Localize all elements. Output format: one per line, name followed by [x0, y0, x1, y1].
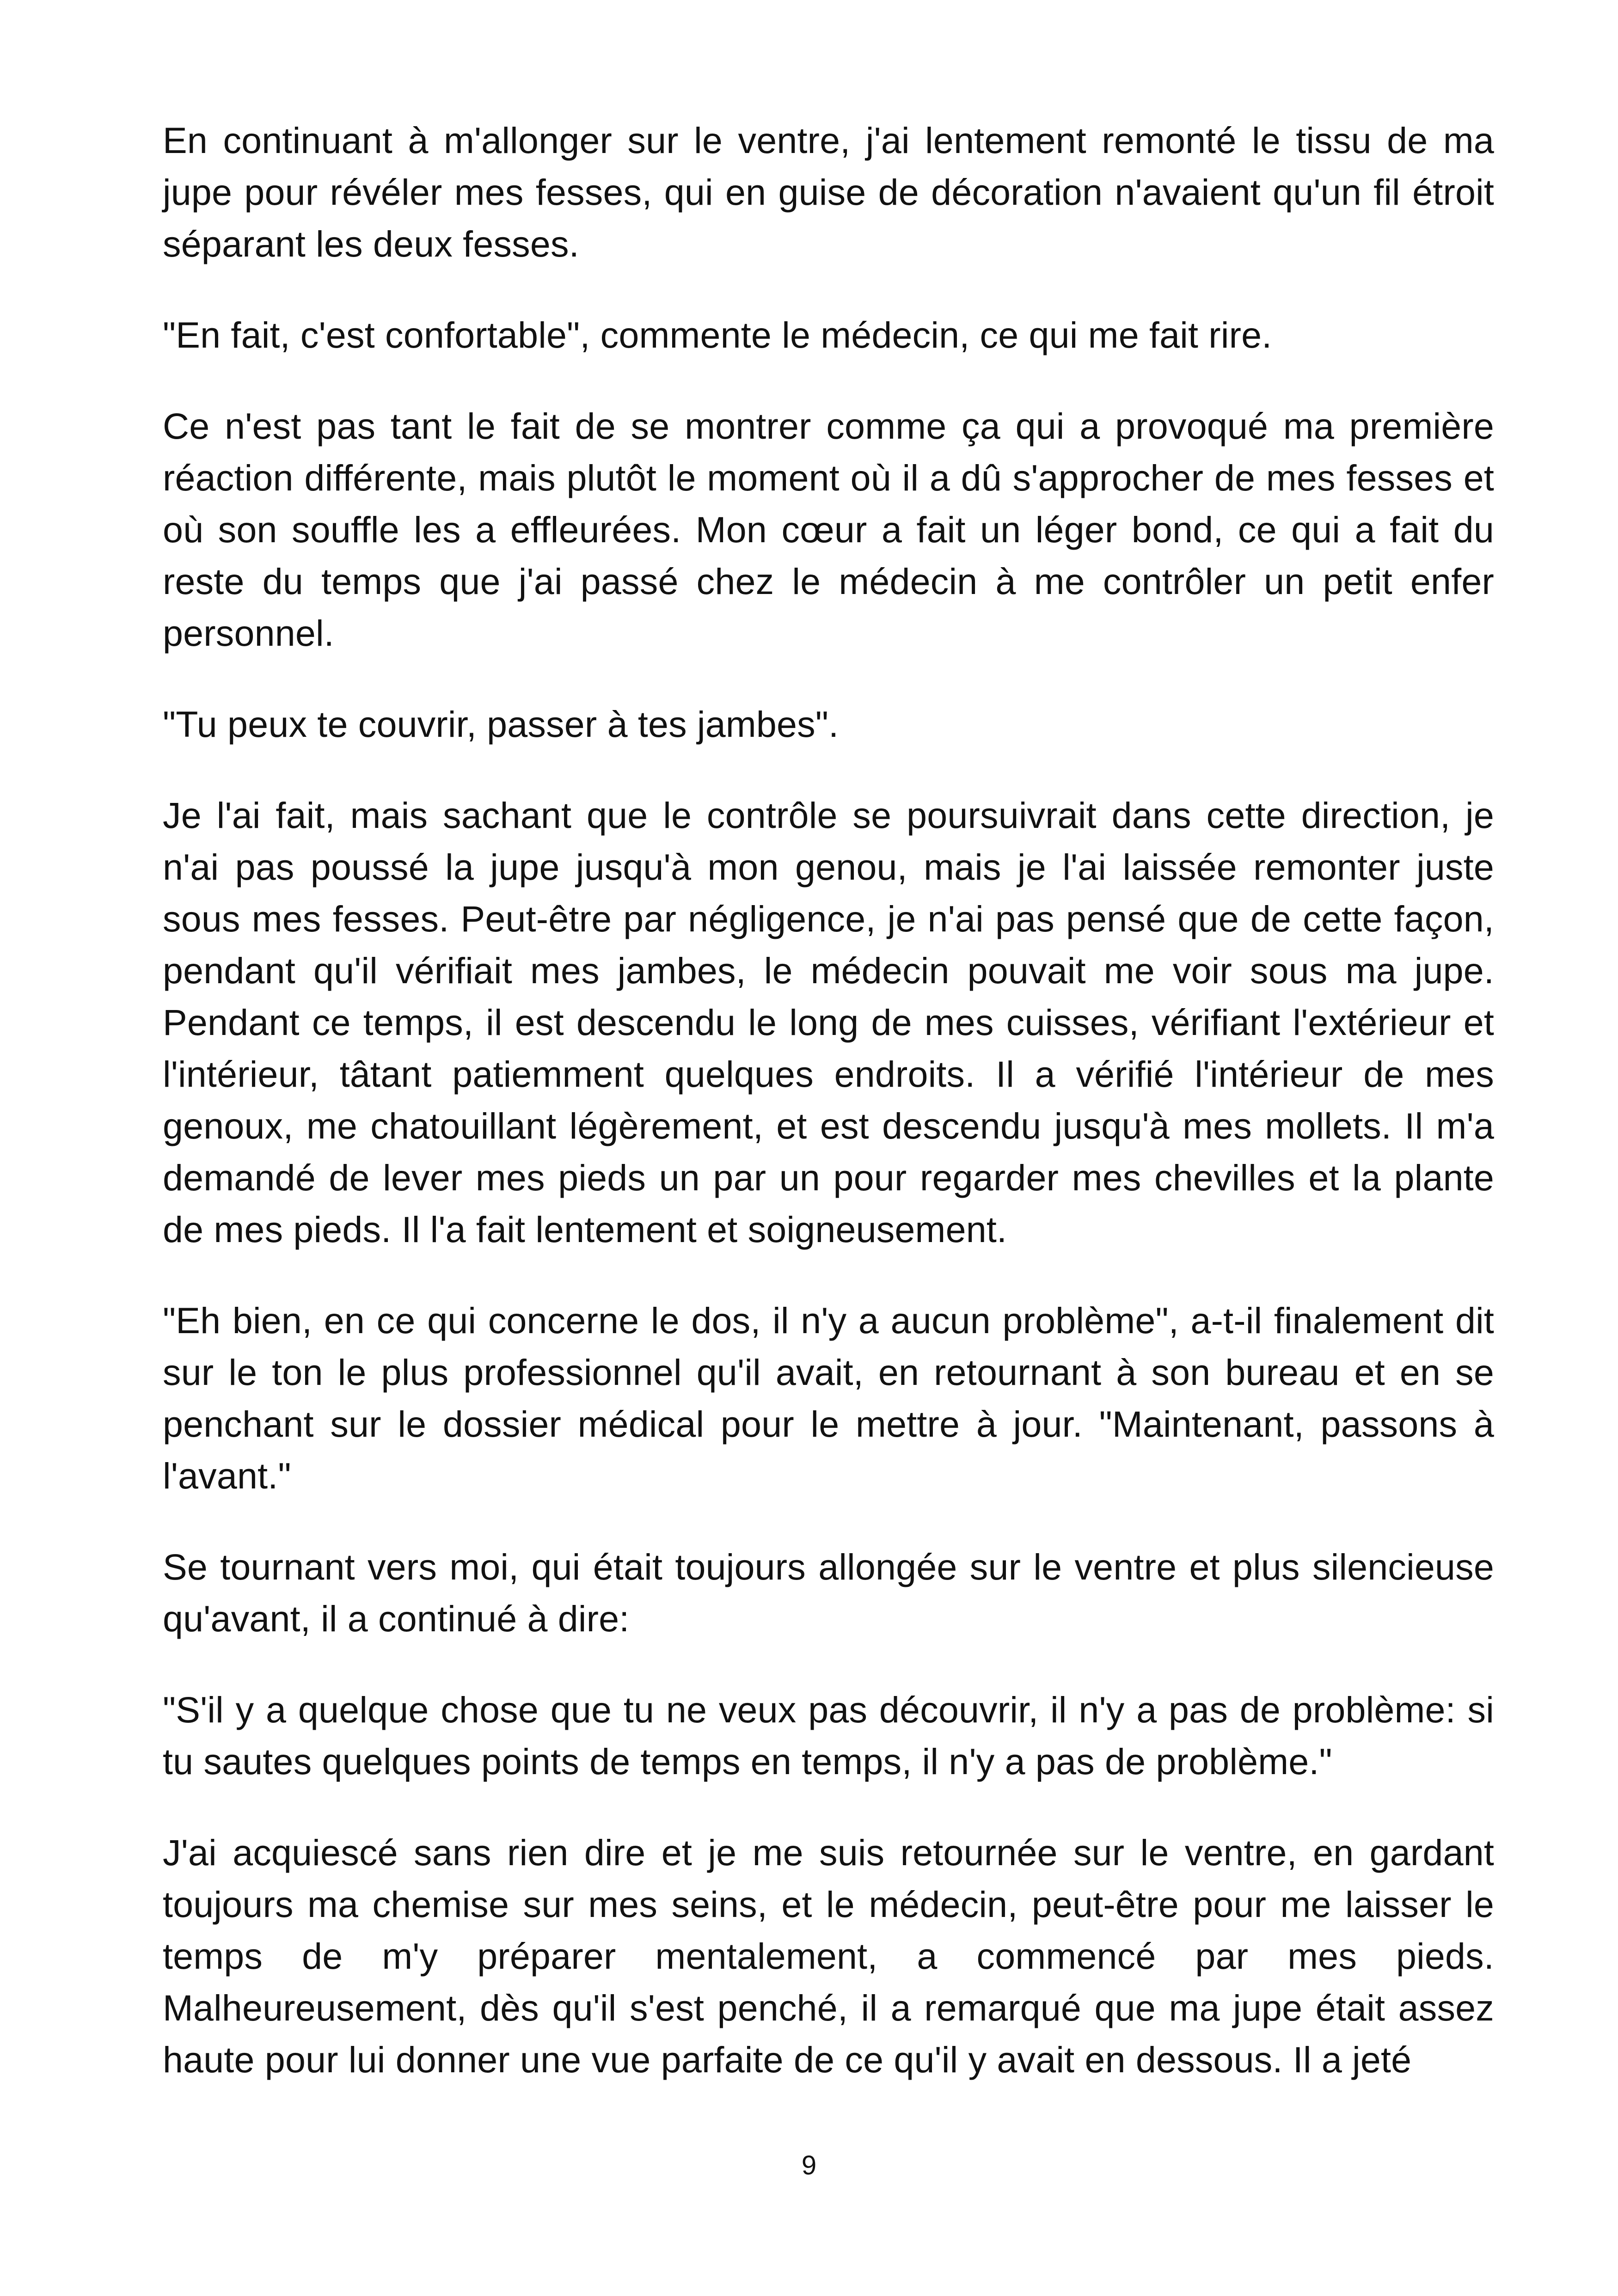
paragraph-5: Je l'ai fait, mais sachant que le contrôle se poursuivrait dans cette direction, je n'ai pas poussé la jupe jusqu'à mon genou, mais je l'ai laissée remonter juste sous mes fesses. Peut-être par négligence, je n'ai pas pensé que de cette façon, pendant qu'il vérifiait mes jambes, le médecin pouvait me voir sous ma jupe. Pendant ce temps, il est descendu le long de mes cuisses, vérifiant l'extérieur et l'intérieur, tâtant patiemment quelques endroits. Il a vérifié l'intérieur de mes genoux, me chatouillant légèrement, et est descendu jusqu'à mes mollets. Il m'a demandé de lever mes pieds un par un pour regarder mes chevilles et la plante de mes pieds. Il l'a fait lentement et soigneusement. [163, 795, 1494, 1250]
paragraph-3: Ce n'est pas tant le fait de se montrer comme ça qui a provoqué ma première réaction différente, mais plutôt le moment où il a dû s'approcher de mes fesses et où son souffle les a effleurées. Mon cœur a fait un léger bond, ce qui a fait du reste du temps que j'ai passé chez le médecin à me contrôler un petit enfer personnel. [163, 405, 1494, 654]
paragraph-8: "S'il y a quelque chose que tu ne veux pas découvrir, il n'y a pas de problème: si tu sautes quelques points de temps en temps, il n'y a pas de problème." [163, 1689, 1494, 1782]
paragraph-4: "Tu peux te couvrir, passer à tes jambes". [163, 704, 839, 745]
paragraph-1: En continuant à m'allonger sur le ventre, j'ai lentement remonté le tissu de ma jupe pour révéler mes fesses, qui en guise de décoration n'avaient qu'un fil étroit séparant les deux fesses. [163, 120, 1494, 264]
paragraph-6: "Eh bien, en ce qui concerne le dos, il n'y a aucun problème", a-t-il finalement dit sur le ton le plus professionnel qu'il avait, en retournant à son bureau et en se penchant sur le dossier médical pour le mettre à jour. "Maintenant, passons à l'avant." [163, 1300, 1494, 1496]
document-page [163, 115, 1494, 2125]
paragraph-2: "En fait, c'est confortable", commente le médecin, ce qui me fait rire. [163, 314, 1272, 355]
paragraph-7: Se tournant vers moi, qui était toujours allongée sur le ventre et plus silencieuse qu'avant, il a continué à dire: [163, 1546, 1494, 1639]
page-number: 9 [801, 2150, 817, 2180]
paragraph-9: J'ai acquiescé sans rien dire et je me suis retournée sur le ventre, en gardant toujours ma chemise sur mes seins, et le médecin, peut-être pour me laisser le temps de m'y préparer mentalement, a commencé par mes pieds. Malheureusement, dès qu'il s'est penché, il a remarqué que ma jupe était assez haute pour lui donner une vue parfaite de ce qu'il y avait en dessous. Il a jeté [163, 1832, 1494, 2080]
